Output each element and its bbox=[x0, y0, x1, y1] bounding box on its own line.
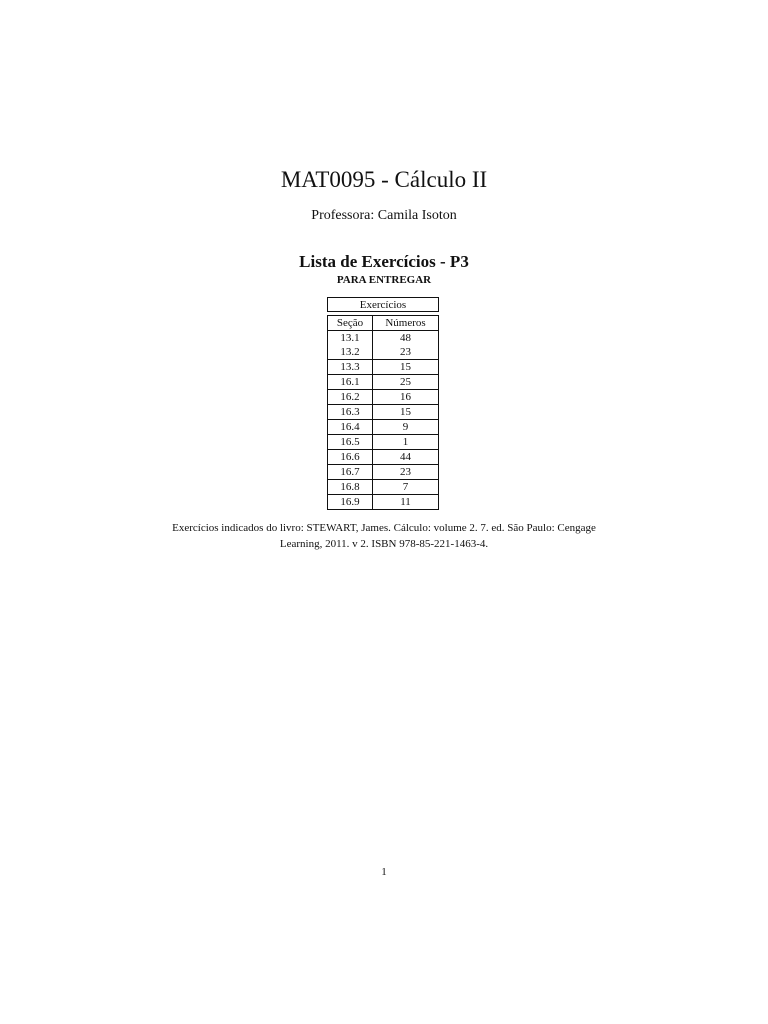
table-row bbox=[328, 331, 439, 346]
exercise-grid bbox=[327, 315, 439, 510]
number-cell: 25 bbox=[373, 375, 439, 390]
section-cell: 16.3 bbox=[328, 405, 373, 420]
section-cell: 16.5 bbox=[328, 435, 373, 450]
table-row bbox=[328, 360, 439, 375]
section-column-header: Seção bbox=[328, 316, 373, 331]
table-row bbox=[328, 375, 439, 390]
number-cell: 48 bbox=[373, 331, 439, 346]
section-cell: 16.2 bbox=[328, 390, 373, 405]
section-cell: 16.4 bbox=[328, 420, 373, 435]
list-subtitle: PARA ENTREGAR bbox=[336, 274, 432, 286]
section-cell: 16.1 bbox=[328, 375, 373, 390]
table-row bbox=[328, 450, 439, 465]
section-cell: 16.8 bbox=[328, 480, 373, 495]
number-cell: 23 bbox=[373, 465, 439, 480]
number-cell: 16 bbox=[373, 390, 439, 405]
number-cell: 7 bbox=[373, 480, 439, 495]
section-cell: 16.9 bbox=[328, 495, 373, 510]
reference-line-2: Learning, 2011. v 2. ISBN 978-85-221-1463-4. bbox=[279, 538, 489, 550]
number-cell: 23 bbox=[400, 346, 411, 358]
number-cell: 15 bbox=[373, 360, 439, 375]
number-cell: 11 bbox=[373, 495, 439, 510]
table-row bbox=[328, 480, 439, 495]
table-header-row bbox=[328, 316, 439, 331]
page-number: 1 bbox=[381, 866, 387, 878]
table-row bbox=[328, 495, 439, 510]
number-cell: 9 bbox=[373, 420, 439, 435]
table-row bbox=[328, 465, 439, 480]
list-title: Lista de Exercícios - P3 bbox=[299, 252, 469, 271]
section-cell: 13.2 bbox=[328, 345, 373, 360]
exercise-table bbox=[327, 297, 439, 510]
table-row bbox=[328, 420, 439, 435]
professor-name: Professora: Camila Isoton bbox=[311, 208, 457, 223]
number-cell: 44 bbox=[373, 450, 439, 465]
table-body bbox=[328, 331, 439, 510]
table-caption: Exercícios bbox=[327, 297, 439, 312]
number-cell: 1 bbox=[373, 435, 439, 450]
number-cell: 15 bbox=[373, 405, 439, 420]
table-row bbox=[328, 435, 439, 450]
course-title: MAT0095 - Cálculo II bbox=[280, 167, 488, 192]
numbers-column-header: Números bbox=[373, 316, 439, 331]
table-row bbox=[328, 345, 439, 360]
reference-line-1: Exercícios indicados do livro: STEWART, James. Cálculo: volume 2. 7. ed. São Paulo: Cengage bbox=[172, 522, 596, 534]
section-cell: 16.6 bbox=[328, 450, 373, 465]
table-row bbox=[328, 405, 439, 420]
table-row bbox=[328, 390, 439, 405]
section-cell: 16.7 bbox=[328, 465, 373, 480]
section-cell: 13.3 bbox=[328, 360, 373, 375]
book-reference bbox=[130, 520, 638, 552]
section-cell: 13.1 bbox=[328, 331, 373, 346]
